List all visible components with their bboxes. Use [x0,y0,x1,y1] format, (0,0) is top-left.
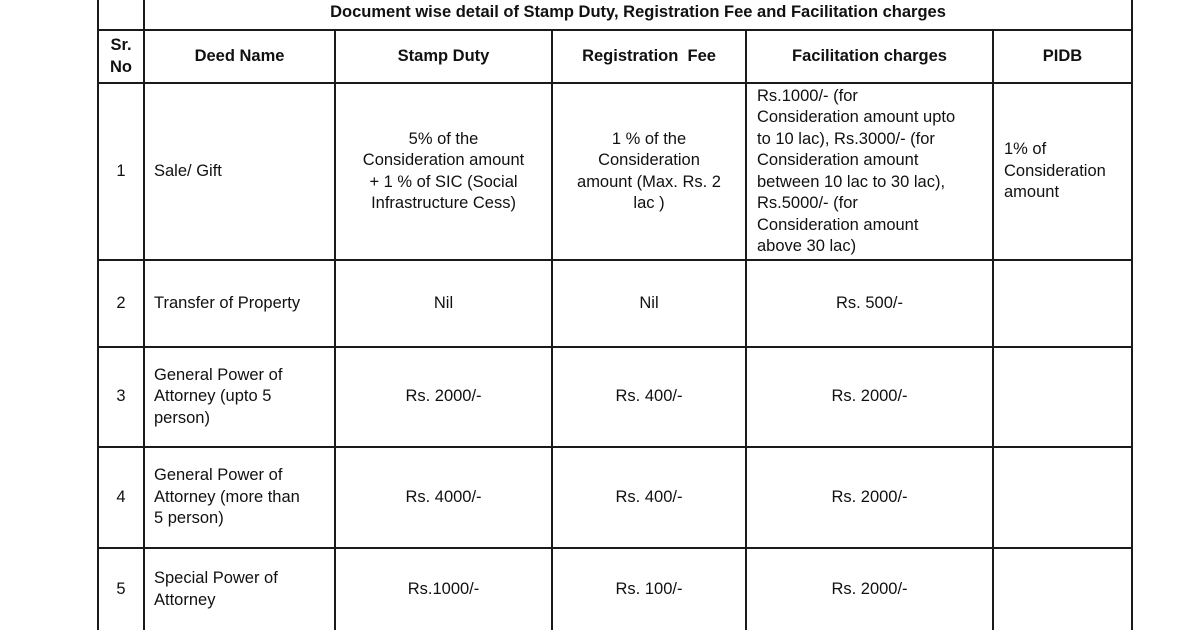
table-row [98,260,1132,347]
header-facilitation-charges: Facilitation charges [746,30,993,83]
row-stamp-duty: Rs. 2000/- [335,347,552,447]
row-sr-no: 5 [98,548,144,630]
row-stamp-duty: Rs.1000/- [335,548,552,630]
row-registration-fee: Nil [552,260,746,347]
header-stamp-duty: Stamp Duty [335,30,552,83]
table-row [98,447,1132,548]
row-deed-name: Sale/ Gift [144,83,335,260]
row-sr-no: 3 [98,347,144,447]
row-pidb [993,260,1132,347]
row-pidb [993,347,1132,447]
table-row [98,347,1132,447]
row-stamp-duty: Rs. 4000/- [335,447,552,548]
row-sr-no: 2 [98,260,144,347]
row-deed-name: General Power of Attorney (upto 5 person) [144,347,335,447]
stamp-duty-table [97,0,1133,630]
row-pidb [993,548,1132,630]
row-stamp-duty: 5% of the Consideration amount + 1 % of SIC (Social Infrastructure Cess) [335,83,552,260]
row-deed-name: Special Power of Attorney [144,548,335,630]
row-sr-no: 1 [98,83,144,260]
row-registration-fee: Rs. 100/- [552,548,746,630]
table-row [98,548,1132,630]
table-title-text: Document wise detail of Stamp Duty, Registration Fee and Facilitation charges [330,2,946,21]
row-facilitation-charges: Rs.1000/- (for Consideration amount upto to 10 lac), Rs.3000/- (for Consideration amount between 10 lac to 30 lac), Rs.5000/- (for Consideration amount above 30 lac) [746,83,993,260]
row-facilitation-charges: Rs. 500/- [746,260,993,347]
row-deed-name: Transfer of Property [144,260,335,347]
row-facilitation-charges: Rs. 2000/- [746,347,993,447]
header-deed-name: Deed Name [144,30,335,83]
title-left-blank [98,0,144,30]
row-sr-no: 4 [98,447,144,548]
table-row [98,83,1132,260]
row-registration-fee: Rs. 400/- [552,447,746,548]
row-registration-fee: 1 % of the Consideration amount (Max. Rs. 2 lac ) [552,83,746,260]
row-registration-fee: Rs. 400/- [552,347,746,447]
header-row [98,30,1132,83]
row-facilitation-charges: Rs. 2000/- [746,447,993,548]
header-sr-no: Sr. No [98,30,144,83]
title-row [98,0,1132,30]
table-title [144,0,1132,30]
row-facilitation-charges: Rs. 2000/- [746,548,993,630]
row-pidb: 1% of Consideration amount [993,83,1132,260]
header-pidb: PIDB [993,30,1132,83]
row-stamp-duty: Nil [335,260,552,347]
row-pidb [993,447,1132,548]
header-registration-fee: Registration Fee [552,30,746,83]
row-deed-name: General Power of Attorney (more than 5 person) [144,447,335,548]
